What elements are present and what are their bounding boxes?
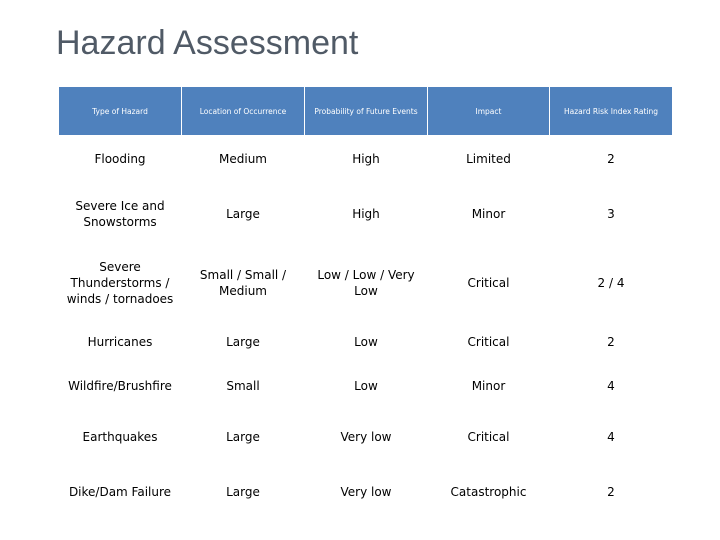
table-row — [59, 321, 673, 364]
table-row — [59, 246, 673, 321]
cell-risk-index: 3 — [550, 183, 673, 246]
cell-risk-index: 4 — [550, 364, 673, 409]
cell-risk-index: 4 — [550, 409, 673, 466]
cell-impact: Critical — [428, 246, 550, 321]
table-row — [59, 409, 673, 466]
cell-risk-index: 2 / 4 — [550, 246, 673, 321]
cell-type-of-hazard: Earthquakes — [59, 409, 182, 466]
hazard-table-container — [58, 86, 672, 519]
table-row — [59, 364, 673, 409]
header-location-of-occurrence: Location of Occurrence — [182, 87, 305, 136]
hazard-table — [58, 86, 673, 519]
cell-risk-index: 2 — [550, 466, 673, 519]
cell-type-of-hazard: Severe Thunderstorms / winds / tornadoes — [59, 246, 182, 321]
cell-impact: Critical — [428, 321, 550, 364]
cell-location: Large — [182, 409, 305, 466]
cell-type-of-hazard: Dike/Dam Failure — [59, 466, 182, 519]
header-impact: Impact — [428, 87, 550, 136]
cell-risk-index: 2 — [550, 136, 673, 183]
header-probability-of-future-events: Probability of Future Events — [305, 87, 428, 136]
cell-location: Small — [182, 364, 305, 409]
cell-type-of-hazard: Wildfire/Brushfire — [59, 364, 182, 409]
cell-location: Small / Small / Medium — [182, 246, 305, 321]
page-title: Hazard Assessment — [56, 24, 359, 62]
cell-probability: High — [305, 136, 428, 183]
cell-type-of-hazard: Severe Ice and Snowstorms — [59, 183, 182, 246]
cell-probability: Very low — [305, 409, 428, 466]
cell-location: Large — [182, 183, 305, 246]
cell-risk-index: 2 — [550, 321, 673, 364]
cell-impact: Catastrophic — [428, 466, 550, 519]
cell-probability: Low / Low / Very Low — [305, 246, 428, 321]
cell-location: Large — [182, 321, 305, 364]
cell-probability: High — [305, 183, 428, 246]
table-header-row — [59, 87, 673, 136]
cell-location: Large — [182, 466, 305, 519]
cell-probability: Low — [305, 364, 428, 409]
cell-location: Medium — [182, 136, 305, 183]
header-type-of-hazard: Type of Hazard — [59, 87, 182, 136]
cell-type-of-hazard: Flooding — [59, 136, 182, 183]
header-hazard-risk-index-rating: Hazard Risk Index Rating — [550, 87, 673, 136]
cell-type-of-hazard: Hurricanes — [59, 321, 182, 364]
cell-impact: Limited — [428, 136, 550, 183]
cell-impact: Critical — [428, 409, 550, 466]
cell-probability: Low — [305, 321, 428, 364]
table-row — [59, 136, 673, 183]
cell-probability: Very low — [305, 466, 428, 519]
table-row — [59, 183, 673, 246]
table-row — [59, 466, 673, 519]
cell-impact: Minor — [428, 364, 550, 409]
cell-impact: Minor — [428, 183, 550, 246]
